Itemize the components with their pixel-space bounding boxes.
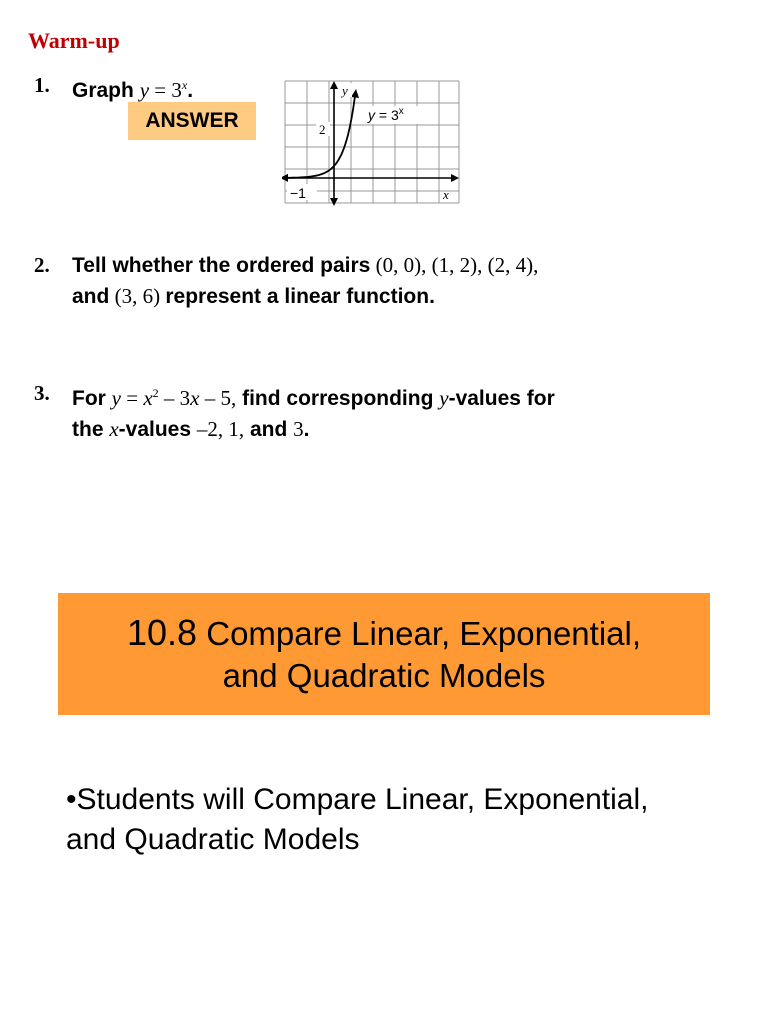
x-value-last: 3	[293, 417, 304, 441]
question-3-end: .	[303, 418, 310, 441]
question-number: 2.	[34, 253, 50, 277]
answer-button[interactable]: ANSWER	[128, 102, 256, 140]
question-3-values: -values	[118, 418, 197, 441]
y-variable: y	[439, 386, 449, 410]
question-number: 1.	[34, 73, 50, 97]
question-2	[34, 250, 732, 312]
question-1-lead: Graph	[72, 79, 134, 102]
question-1	[34, 70, 194, 106]
warmup-heading: Warm-up	[28, 28, 120, 53]
question-3-and: and	[244, 418, 294, 441]
y-axis-arrow-down	[330, 198, 338, 206]
question-number: 3.	[34, 381, 50, 405]
ordered-pairs: (0, 0), (1, 2), (2, 4),	[370, 253, 539, 277]
equation-x: x	[143, 386, 153, 410]
x-axis-arrow	[451, 174, 459, 182]
lesson-title-line-2: and Quadratic Models	[222, 656, 546, 694]
lesson-number: 10.8	[126, 611, 198, 653]
question-2-and: and	[72, 285, 110, 308]
equation-base: = 3	[149, 78, 182, 102]
objective-line-2: and Quadratic Models	[66, 823, 360, 856]
lesson-title-text: Compare Linear, Exponential,	[197, 614, 641, 652]
question-3-mid: find corresponding	[236, 387, 440, 410]
lesson-objective	[66, 780, 746, 860]
equation-x: x	[190, 386, 200, 410]
equation-y: y	[111, 386, 121, 410]
equation-y: y	[139, 78, 150, 102]
y-tick-label: 2	[319, 122, 326, 137]
curve-arrow-top	[351, 89, 359, 98]
question-3	[34, 378, 732, 445]
x-variable: x	[109, 417, 119, 441]
objective-line-1: •Students will Compare Linear, Exponential,	[66, 783, 649, 816]
equation-exponent: x	[181, 78, 188, 92]
equation-square: 2	[152, 386, 159, 400]
y-axis-label: y	[342, 83, 348, 98]
lesson-title-banner	[58, 593, 710, 715]
question-1-end: .	[187, 79, 194, 102]
curve-label: $y = 3^x$	[368, 106, 404, 123]
question-2-end: represent a linear function.	[165, 285, 435, 308]
question-3-tail: -values for	[448, 387, 555, 410]
question-3-lead: For	[72, 387, 112, 410]
y-axis-arrow-up	[330, 81, 338, 89]
x-values: –2, 1,	[196, 417, 245, 441]
x-axis-label: x	[443, 187, 449, 202]
x-tick-label: −1	[290, 185, 306, 201]
ordered-pair-last: (3, 6)	[109, 284, 166, 308]
equation-equals: =	[121, 386, 144, 410]
equation-constant: – 5,	[199, 386, 237, 410]
question-3-the: the	[72, 418, 110, 441]
question-2-lead: Tell whether the ordered pairs	[72, 254, 371, 277]
equation-term: – 3	[158, 386, 191, 410]
lesson-title-line-1	[127, 612, 641, 655]
exponential-graph	[282, 78, 462, 206]
